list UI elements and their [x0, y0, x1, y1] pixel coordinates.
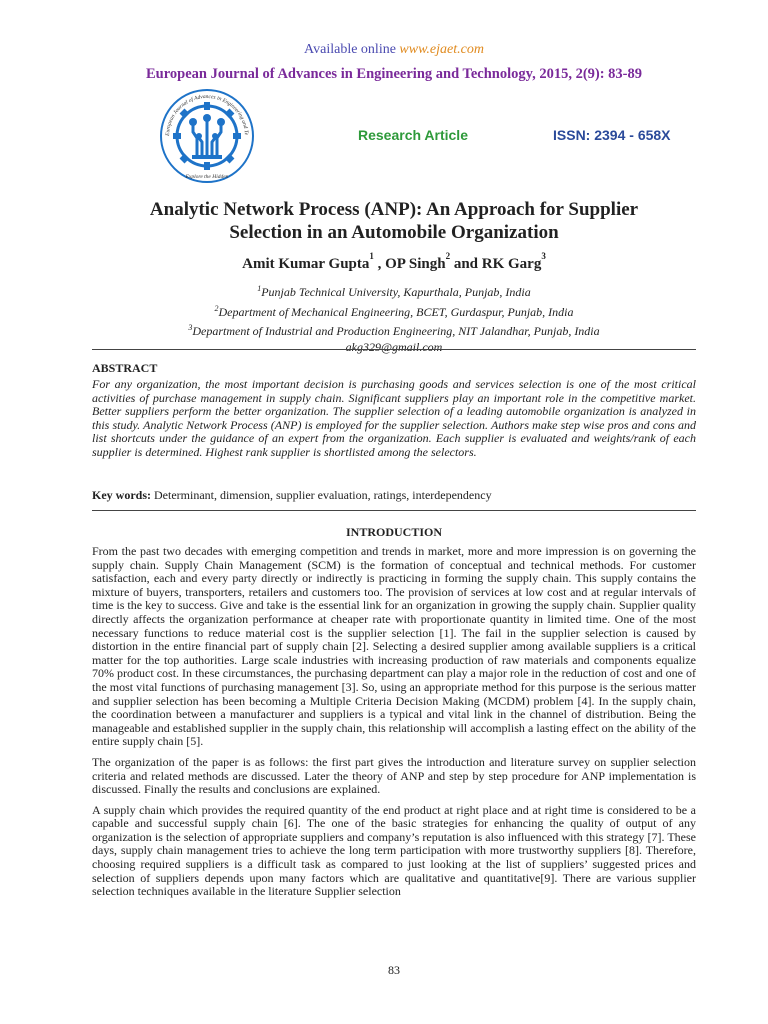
journal-logo: [159, 88, 255, 184]
affiliations: [92, 281, 696, 355]
author-name: RK Garg: [481, 256, 542, 272]
journal-website-link[interactable]: www.ejaet.com: [399, 42, 484, 57]
author-name: Amit Kumar Gupta: [242, 256, 370, 272]
article-type: Research Article: [358, 127, 468, 143]
author-affiliation-marker: 1: [369, 251, 374, 261]
journal-logo-icon: [159, 88, 255, 184]
body-paragraph: A supply chain which provides the required quantity of the end product at right place and at right time is considered to be a capable and successful supply chain [6]. The one of the basic strategies for enhancing the quality of output of any organization is the selection of appropriate suppliers and company’s reputation is also influenced with this strategy [7]. These days, supply chain management tries to achieve the long term participation with more trustworthy suppliers [8]. Therefore, choosing required suppliers is a difficult task as compared to just looking at the list of suppliers’ suggested prices and selection of suppliers depends upon many factors which are qualitative and quantitative[9]. There are various supplier selection techniques available in the literature Supplier selection: [92, 802, 696, 899]
author-separator: ,: [373, 256, 386, 272]
divider: [92, 510, 696, 511]
logo-ring-text: European Journal of Advances in Engineering and Te: [164, 93, 250, 137]
author-affiliation-marker: 2: [445, 251, 451, 261]
journal-citation: European Journal of Advances in Engineering and Technology, 2015, 2(9): 83-89: [145, 66, 643, 82]
divider: [92, 349, 696, 350]
keywords-list: Determinant, dimension, supplier evaluation, ratings, interdependency: [151, 488, 492, 502]
abstract-heading: ABSTRACT: [92, 361, 158, 375]
affiliation-2: $^2$Department of Mechanical Engineering, BCET, Gurdaspur, Punjab, India: [214, 303, 574, 319]
corresponding-email[interactable]: akg329@gmail.com: [345, 339, 443, 354]
paper-title-line-1: Analytic Network Process (ANP): An Approach for Supplier: [149, 199, 639, 220]
paper-page: [92, 0, 696, 1024]
page-number: 83: [388, 963, 400, 977]
body-paragraph: From the past two decades with emerging competition and trends in market, more and more impression is on governing the supply chain. Supply Chain Management (SCM) is the formation of conceptual and technical methods. For customer satisfaction, each and every party directly or indirectly is practicing in forming the supply chain. This supply contains the mixture of buyers, transporters, retailers and customers too. The provision of services at low cost and at regular intervals of time is the key to success. Give and take is the essential link for an organization in growing the supply chain. Supplier quality directly affects the organization performance at cheaper rate with proportionate quantity in limited time. One of the most necessary functions to reduce material cost is the supplier selection [1]. The fail in the supplier selection is caused by distortion in the entire financial part of supply chain [2]. Selecting a desired supplier among available suppliers is a critical matter for the top authorities. Large scale industries with increasing production of raw materials and components equalize 70% product cost. In these circumstances, the purchasing department can play a major role in the reduction of cost and one of the most vital functions of purchasing management [3]. So, using an appropriate method for this purpose is the serious matter and supplier selection has been becoming a Multiple Criteria Decision Making (MCDM) problem [4]. In the supply chain, the coordination between a manufacturer and suppliers is a typical and vital link in the channel of distribution. Being the manageable and established supplier in the supply chain, this relationship will accomplish a lasting effect on the ability of the entire supply chain [5].: [92, 544, 696, 749]
available-online-line: [92, 42, 696, 58]
keywords: [92, 488, 696, 503]
paper-title: [92, 198, 696, 244]
section-heading-introduction: INTRODUCTION: [345, 525, 442, 539]
author-list: [92, 251, 696, 273]
author-name: OP Singh: [385, 256, 446, 272]
abstract-text: For any organization, the most important decision is purchasing goods and services selection is one of the most critical activities of purchase management in supply chain. Significant suppliers play an important role in the competitive market. Better suppliers perform the better organization. The supplier selection of a leading automobile organization is analyzed in this study. Analytic Network Process (ANP) is employed for the supplier selection. Authors make step wise pros and cons and list shortcuts under the guidance of an expert from the organization. Each supplier is evaluated and weights/rank of each supplier is determined. Highest rank supplier is shortlisted among the selectors.: [92, 377, 696, 459]
affiliation-3: $^3$Department of Industrial and Production Engineering, NIT Jalandhar, Punjab, India: [188, 323, 600, 338]
available-online-label: Available online: [304, 42, 400, 57]
affiliation-1: $^1$Punjab Technical University, Kapurthala, Punjab, India: [257, 284, 531, 299]
introduction-body: [92, 545, 696, 906]
author-separator: and: [450, 256, 482, 272]
issn: ISSN: 2394 - 658X: [553, 127, 671, 143]
keywords-label: Key words:: [92, 488, 151, 502]
logo-motto: Explore the Hidden: [185, 174, 229, 180]
body-paragraph: The organization of the paper is as follows: the first part gives the introduction and literature survey on supplier selection criteria and related methods are discussed. Later the theory of ANP and step by step procedure for ANP implementation is discussed. Finally the results and conclusions are explained.: [92, 754, 696, 797]
author-affiliation-marker: 3: [541, 251, 546, 261]
paper-title-line-2: Selection in an Automobile Organization: [229, 222, 559, 243]
